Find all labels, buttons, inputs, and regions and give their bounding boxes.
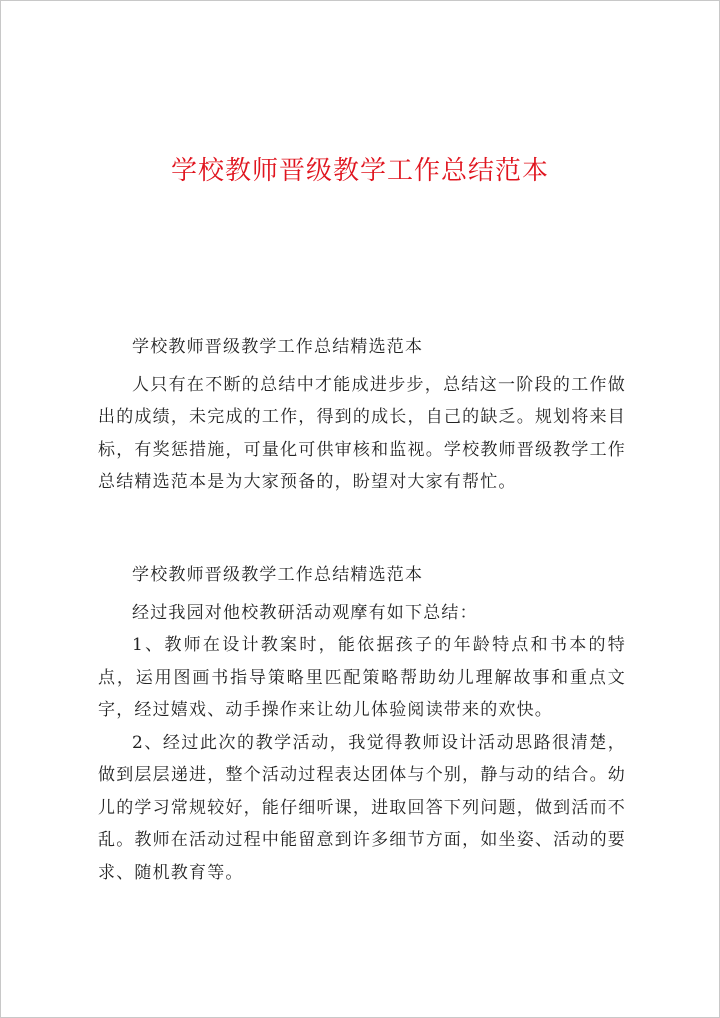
body-paragraph: 人只有在不断的总结中才能成进步步，总结这一阶段的工作做出的成绩，未完成的工作，得到的成长，自己的缺乏。规划将来目标，有奖惩措施，可量化可供审核和监视。学校教师晋级教学工作总结精选范本是为大家预备的，盼望对大家有帮忙。 xyxy=(98,374,626,492)
section-heading: 学校教师晋级教学工作总结精选范本 xyxy=(132,565,424,585)
body-paragraph: 1、教师在设计教案时，能依据孩子的年龄特点和书本的特点，运用图画书指导策略里匹配策略帮助幼儿理解故事和重点文字，经过嬉戏、动手操作来让幼儿体验阅读带来的欢快。 xyxy=(98,635,626,720)
page-title: 学校教师晋级教学工作总结范本 xyxy=(170,156,549,186)
body-paragraph: 2、经过此次的教学活动，我觉得教师设计活动思路很清楚，做到层层递进，整个活动过程表达团体与个别，静与动的结合。幼儿的学习常规较好，能仔细听课，进取回答下列问题，做到活而不乱。教师在活动过程中能留意到许多细节方面，如坐姿、活动的要求、随机教育等。 xyxy=(98,732,626,883)
body-paragraph: 经过我园对他校教研活动观摩有如下总结： xyxy=(132,602,478,623)
section-1 xyxy=(98,331,626,499)
section-2 xyxy=(98,559,626,889)
section-heading: 学校教师晋级教学工作总结精选范本 xyxy=(132,337,424,357)
